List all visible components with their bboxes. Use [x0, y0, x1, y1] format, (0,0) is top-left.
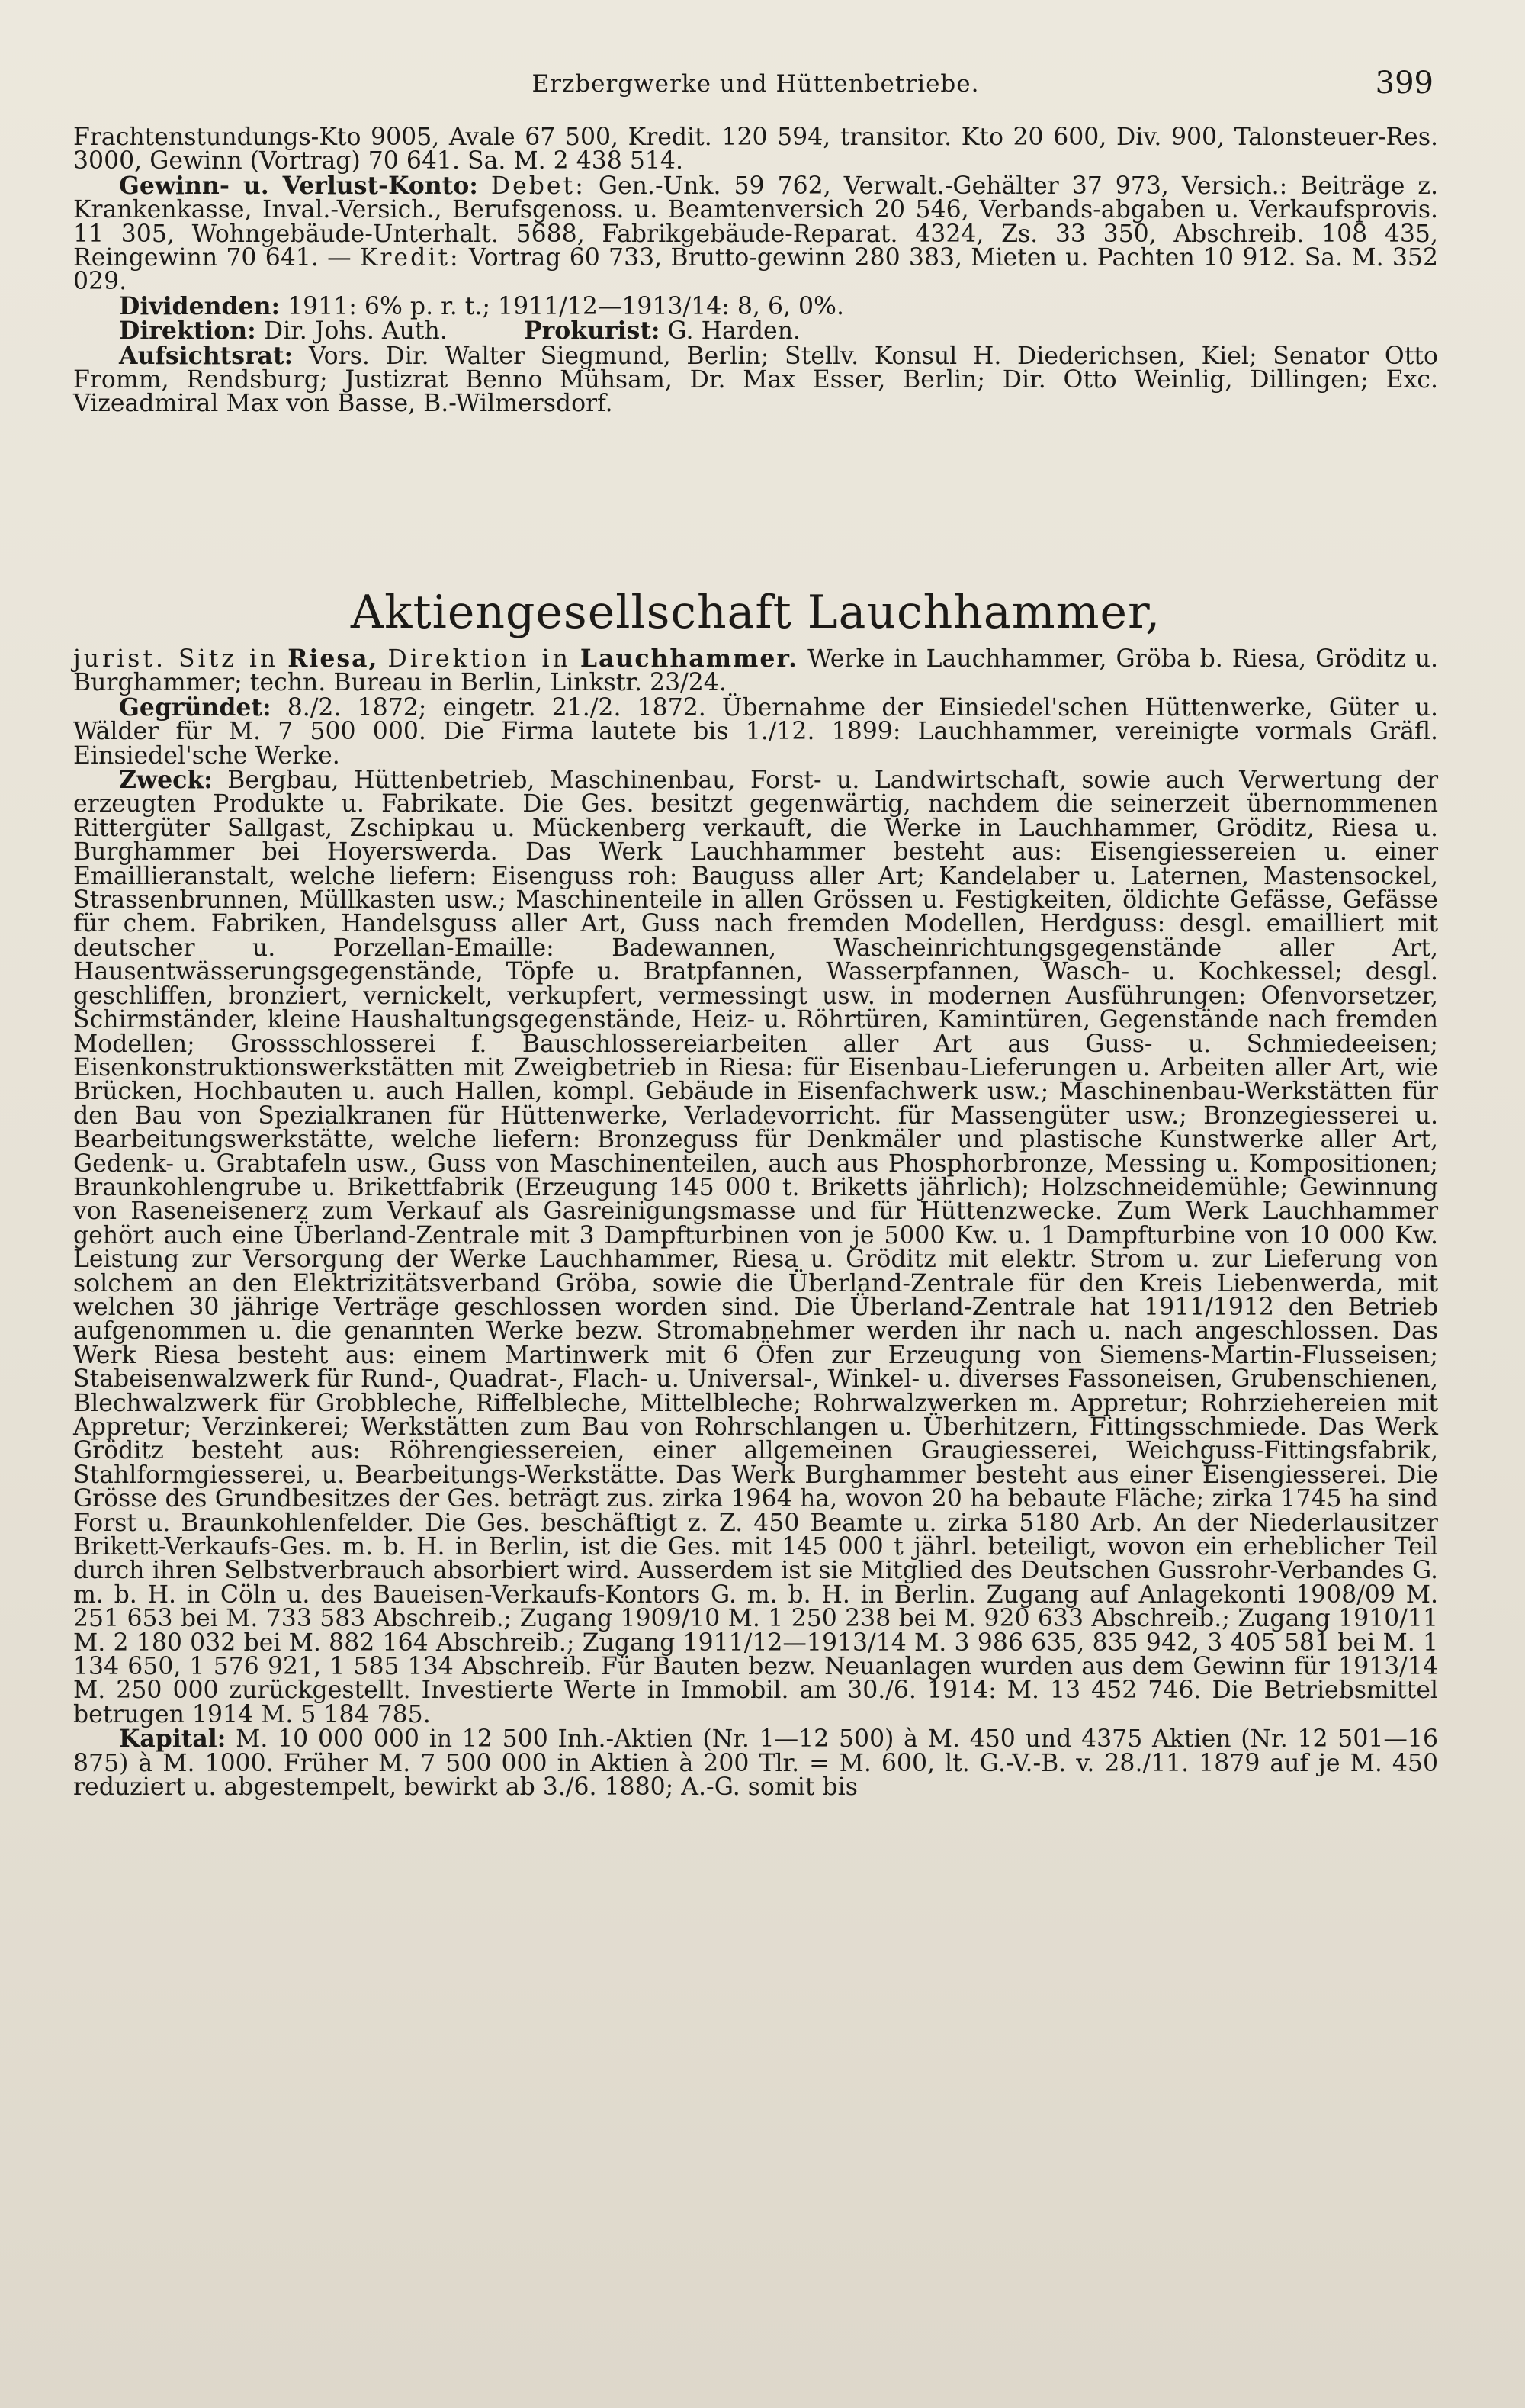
founded	[73, 693, 1439, 770]
founded-text: 8./2. 1872; eingetr. 21./2. 1872. Übernahme der Einsiedel'schen Hüttenwerke, Güter u. Wälder für M. 7 500 000. Die Firma lautete bis 1./12. 1899: Lauchhammer, vereinigte vormals Gräfl. Einsiedel'sche Werke.	[73, 693, 1439, 770]
supervisory-board	[73, 341, 1438, 418]
prokurist-label: Prokurist:	[524, 317, 660, 346]
seat-text-c: Werke in Lauchhammer, Gröba b. Riesa, Gröditz u. Burghammer; techn. Bureau in Berlin, Linkstr. 23/24.	[73, 645, 1439, 697]
dividends	[73, 291, 1438, 320]
balance-tail-text: Frachtenstundungs-Kto 9005, Avale 67 500, Kredit. 120 594, transitor. Kto 20 600, Div. 900, Talonsteuer-Res. 3000, Gewinn (Vortrag) 70 641. Sa. M. 2 438 514.	[73, 124, 1438, 175]
seat-text-b: Direktion in	[387, 645, 571, 673]
aufsichtsrat-text: Vors. Dir. Walter Siegmund, Berlin; Stellv. Konsul H. Diederichsen, Kiel; Senator Otto Fromm, Rendsburg; Justizrat Benno Mühsam, Dr. Max Esser, Berlin; Dir. Otto Weinlig, Dillingen; Exc. Vizeadmiral Max von Basse, B.-Wilmersdorf.	[73, 342, 1438, 418]
seat-riesa: Riesa,	[287, 645, 379, 673]
seat-text-a: jurist. Sitz in	[73, 645, 279, 673]
company-entry	[73, 647, 1438, 1800]
seat-lauchhammer: Lauchhammer.	[580, 645, 799, 673]
previous-entry	[73, 126, 1438, 416]
capital-text: M. 10 000 000 in 12 500 Inh.-Aktien (Nr. 1—12 500) à M. 450 und 4375 Aktien (Nr. 12 501—16 875) à M. 1000. Früher M. 7 500 000 in Aktien à 200 Tlr. = M. 600, lt. G.-V.-B. v. 28./11. 1879 auf je M. 450 reduziert u. abgestempelt, bewirkt ab 3./6. 1880; A.-G. somit bis	[73, 1725, 1438, 1802]
running-head-title: Erzbergwerke und Hüttenbetriebe.	[531, 70, 980, 98]
management	[73, 317, 1438, 346]
capital	[73, 1725, 1438, 1802]
purpose-label: Zweck:	[119, 766, 213, 795]
page-number: 399	[1375, 66, 1434, 101]
founded-label: Gegründet:	[119, 693, 271, 722]
purpose-text: Bergbau, Hüttenbetrieb, Maschinenbau, Forst- u. Landwirtschaft, sowie auch Verwertung der erzeugten Produkte u. Fabrikate. Die Ges. besitzt gegenwärtig, nachdem die seinerzeit übernommenen Rittergüter Sallgast, Zschipkau u. Mückenberg verkauft, die Werke in Lauchhammer, Gröditz, Riesa u. Burghammer bei Hoyerswerda. Das Werk Lauchhammer besteht aus: Eisengiessereien u. einer Emaillieranstalt, welche liefern: Eisenguss roh: Bauguss aller Art; Kandelaber u. Laternen, Mastensockel, Strassenbrunnen, Müllkasten usw.; Maschinenteile in allen Grössen u. Festigkeiten, öldichte Gefässe, Gefässe für chem. Fabriken, Handelsguss aller Art, Guss nach fremden Modellen, Herdguss: desgl. emailliert mit deutscher u. Porzellan-Emaille: Badewannen, Wascheinrichtungsgegenstände aller Art, Hausentwässerungsgegenstände, Töpfe u. Bratpfannen, Wasserpfannen, Wasch- u. Kochkessel; desgl. geschliffen, bronziert, vernickelt, verkupfert, vermessingt usw. in modernen Ausführungen: Ofenvorsetzer, Schirmständer, kleine Haushaltungsgegenstände, Heiz- u. Röhrtüren, Kamintüren, Gegenstände nach fremden Modellen; Grossschlosserei f. Bauschlossereiarbeiten aller Art aus Guss- u. Schmiedeeisen; Eisenkonstruktionswerkstätten mit Zweigbetrieb in Riesa: für Eisenbau-Lieferungen u. Arbeiten aller Art, wie Brücken, Hochbauten u. auch Hallen, kompl. Gebäude in Eisenfachwerk usw.; Maschinenbau-Werkstätten für den Bau von Spezialkranen für Hüttenwerke, Verladevorricht. für Massengüter usw.; Bronzegiesserei u. Bearbeitungswerkstätte, welche liefern: Bronzeguss für Denkmäler und plastische Kunstwerke aller Art, Gedenk- u. Grabtafeln usw., Guss von Maschinenteilen, auch aus Phosphorbronze, Messing u. Kompositionen; Braunkohlengrube u. Brikettfabrik (Erzeugung 145 000 t. Briketts jährlich); Holzschneidemühle; Gewinnung von Raseneisenerz zum Verkauf als Gasreinigungsmasse und für Hüttenzwecke. Zum Werk Lauchhammer gehört auch eine Überland-Zentrale mit 3 Dampfturbinen von je 5000 Kw. u. 1 Dampfturbine von 10 000 Kw. Leistung zur Versorgung der Werke Lauchhammer, Riesa u. Gröditz mit elektr. Strom u. zur Lieferung von solchem an den Elektrizitätsverband Gröba, sowie die Überland-Zentrale für den Kreis Liebenwerda, mit welchen 30 jährige Verträge geschlossen worden sind. Die Überland-Zentrale hat 1911/1912 den Betrieb aufgenommen u. die genannten Werke bezw. Stromabnehmer werden ihr nach u. nach angeschlossen. Das Werk Riesa besteht aus: einem Martinwerk mit 6 Öfen zur Erzeugung von Siemens-Martin-Flusseisen; Stabeisenwalzwerk für Rund-, Quadrat-, Flach- u. Universal-, Winkel- u. diverses Fassoneisen, Grubenschienen, Blechwalzwerk für Grobbleche, Riffelbleche, Mittelbleche; Rohrwalzwerken m. Appretur; Rohrziehereien mit Appretur; Verzinkerei; Werkstätten zum Bau von Rohrschlangen u. Überhitzern, Fittingsschmiede. Das Werk Gröditz besteht aus: Röhrengiessereien, einer allgemeinen Graugiesserei, Weichguss-Fittingsfabrik, Stahlformgiesserei, u. Bearbeitungs-Werkstätte. Das Werk Burghammer besteht aus einer Eisengiesserei. Die Grösse des Grundbesitzes der Ges. beträgt zus. zirka 1964 ha, wovon 20 ha bebaute Fläche; zirka 1745 ha sind Forst u. Braunkohlenfelder. Die Ges. beschäftigt z. Z. 450 Beamte u. zirka 5180 Arb. An der Niederlausitzer Brikett-Verkaufs-Ges. m. b. H. in Berlin, ist die Ges. mit 145 000 t jährl. beteiligt, wovon ein erheblicher Teil durch ihren Selbstverbrauch absorbiert wird. Ausserdem ist sie Mitglied des Deutschen Gussrohr-Verbandes G. m. b. H. in Cöln u. des Baueisen-Verkaufs-Kontors G. m. b. H. in Berlin. Zugang auf Anlagekonti 1908/09 M. 251 653 bei M. 733 583 Abschreib.; Zugang 1909/10 M. 1 250 238 bei M. 920 633 Abschreib.; Zugang 1910/11 M. 2 180 032 bei M. 882 164 Abschreib.; Zugang 1911/12—1913/14 M. 3 986 635, 835 942, 3 405 581 bei M. 1 134 650, 1 576 921, 1 585 134 Abschreib. Für Bauten bezw. Neuanlagen wurden aus dem Gewinn für 1913/14 M. 250 000 zurückgestellt. Investierte Werte in Immobil. am 30./6. 1914: M. 13 452 746. Die Betriebsmittel betrugen 1914 M. 5 184 785.	[73, 767, 1439, 1728]
gv-label: Gewinn- u. Verlust-Konto:	[119, 171, 478, 200]
company-seat	[73, 647, 1438, 696]
direktion-label: Direktion:	[119, 317, 256, 346]
profit-loss-account	[73, 171, 1439, 296]
gv-kredit-text: Vortrag 60 733, Brutto-gewinn 280 383, Mieten u. Pachten 10 912. Sa. M. 352 029.	[73, 244, 1438, 296]
dividends-label: Dividenden:	[119, 291, 281, 320]
direktion-text: Dir. Johs. Auth.	[263, 317, 448, 346]
company-heading: Aktiengesellschaft Lauchhammer,	[350, 586, 1161, 639]
balance-tail	[73, 126, 1438, 174]
purpose	[73, 768, 1438, 1727]
gv-kredit-label: Kredit:	[359, 244, 461, 272]
gv-debet-label: Debet:	[490, 172, 586, 200]
running-head	[73, 66, 1438, 108]
aufsichtsrat-label: Aufsichtsrat:	[119, 341, 294, 370]
gv-debet-text: Gen.-Unk. 59 762, Verwalt.-Gehälter 37 973, Versich.: Beiträge z. Krankenkasse, Inval.-Versich., Berufsgenoss. u. Beamtenversich 20 546, Verbands-abgaben u. Verkaufsprovis. 11 305, Wohngebäude-Unterhalt. 5688, Fabrikgebäude-Reparat. 4324, Zs. 33 350, Abschreib. 108 435, Reingewinn 70 641. —	[73, 172, 1439, 272]
prokurist-text: G. Harden.	[667, 317, 801, 346]
dividends-text: 1911: 6% p. r. t.; 1911/12—1913/14: 8, 6, 0%.	[287, 292, 844, 320]
capital-label: Kapital:	[119, 1725, 226, 1754]
